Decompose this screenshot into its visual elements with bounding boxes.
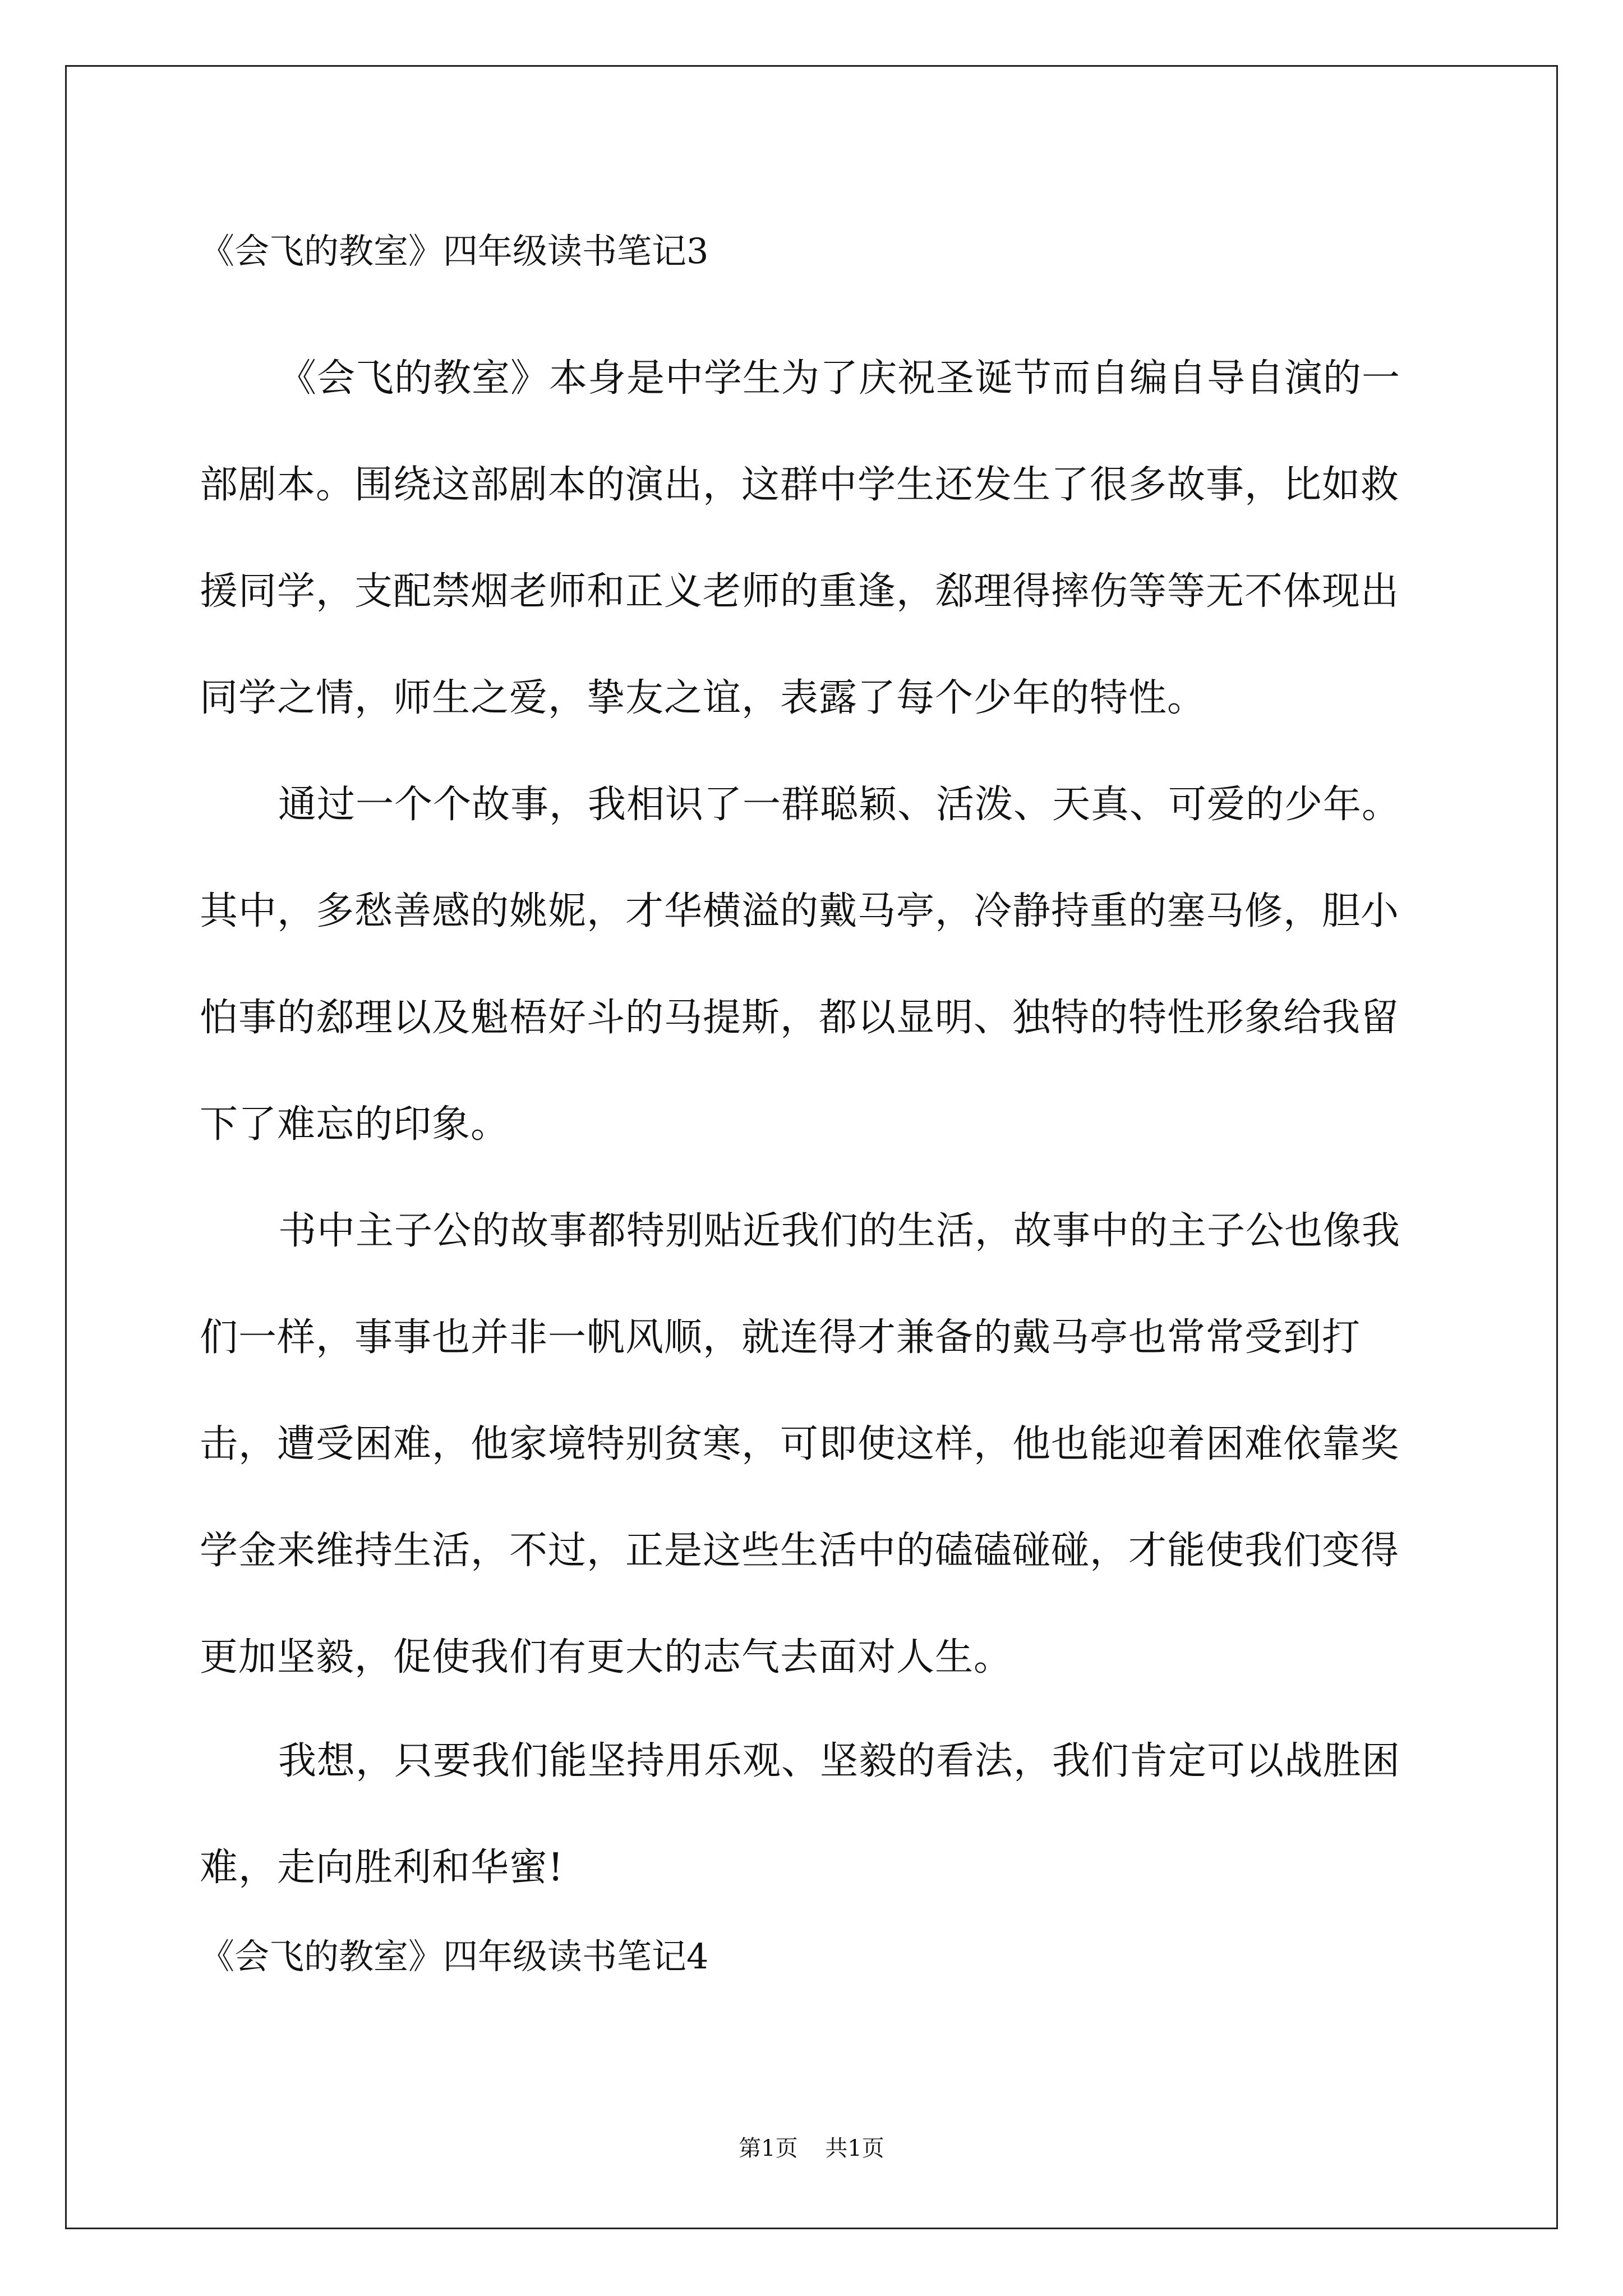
section-heading-3: 《会飞的教室》四年级读书笔记3 (200, 231, 709, 272)
page-number-current: 第1页 (739, 2136, 798, 2161)
paragraph-2: 通过一个个故事，我相识了一群聪颖、活泼、天真、可爱的少年。其中，多愁善感的姚妮，才华横溢的戴马亭，冷静持重的塞马修，胆小怕事的郄理以及魁梧好斗的马提斯，都以显明、独特的特性形象给我留下了难忘的印象。 (200, 783, 1401, 1147)
page-number-total: 共1页 (825, 2136, 884, 2161)
paragraph-4: 我想，只要我们能坚持用乐观、坚毅的看法，我们肯定可以战胜困难，走向胜利和华蜜! (200, 1739, 1401, 1890)
paragraph-1: 《会飞的教室》本身是中学生为了庆祝圣诞节而自编自导自演的一部剧本。围绕这部剧本的演出，这群中学生还发生了很多故事，比如救援同学，支配禁烟老师和正义老师的重逢，郄理得摔伤等等无不体现出同学之情，师生之爱，挚友之谊，表露了每个少年的特性。 (200, 356, 1401, 720)
page-footer (0, 2132, 1623, 2165)
section-heading-4: 《会飞的教室》四年级读书笔记4 (200, 1936, 709, 1977)
paragraph-3: 书中主子公的故事都特别贴近我们的生活，故事中的主子公也像我们一样，事事也并非一帆风顺，就连得才兼备的戴马亭也常常受到打击，遭受困难，他家境特别贫寒，可即使这样，他也能迎着困难依靠奖学金来维持生活，不过，正是这些生活中的磕磕碰碰，才能使我们变得更加坚毅，促使我们有更大的志气去面对人生。 (200, 1209, 1401, 1680)
